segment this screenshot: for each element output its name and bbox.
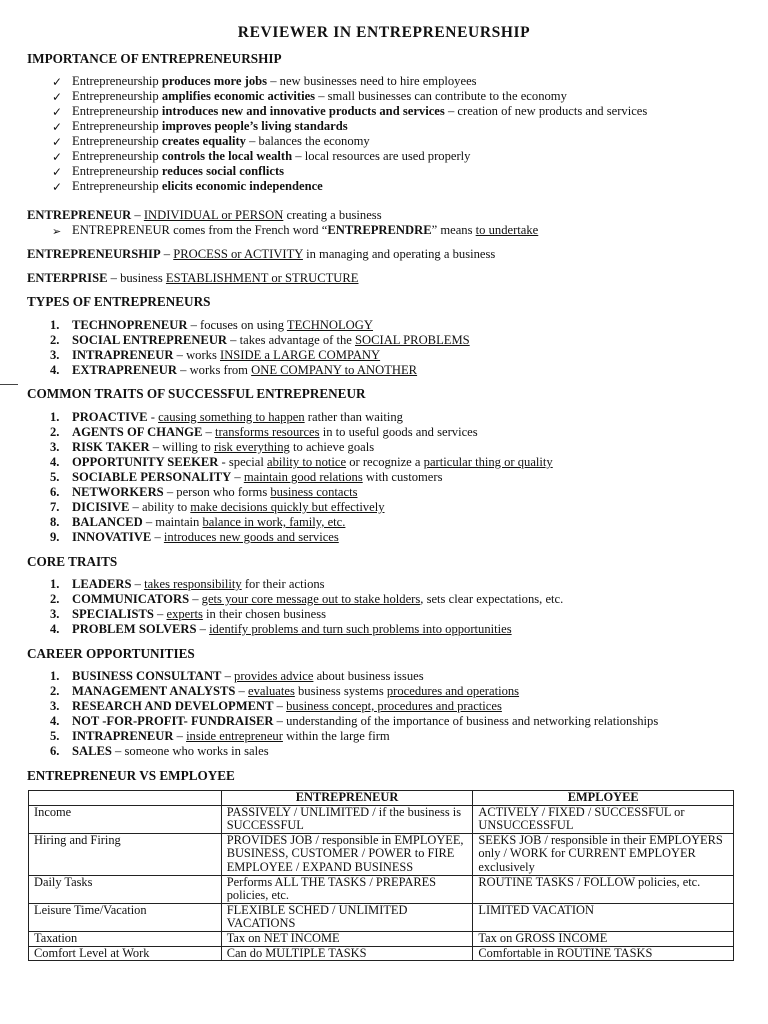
list-item: 1. BUSINESS CONSULTANT – provides advice about business issues — [50, 669, 424, 683]
table-cell: LIMITED VACATION — [473, 903, 734, 931]
list-item: 5. SOCIABLE PERSONALITY – maintain good relations with customers — [50, 470, 443, 484]
list-item: 9. INNOVATIVE – introduces new goods and services — [50, 530, 339, 544]
row-label-cell: Income — [29, 805, 222, 833]
list-item: 4. PROBLEM SOLVERS – identify problems and turn such problems into opportunities — [50, 622, 512, 636]
item-number: 9. — [50, 530, 60, 544]
document-title: REVIEWER IN ENTREPRENEURSHIP — [237, 24, 531, 41]
margin-rule — [0, 384, 18, 385]
checkmark-icon: ✓ — [52, 75, 63, 89]
item-term: OPPORTUNITY SEEKER — [72, 455, 219, 469]
table-header-cell: ENTREPRENEUR — [221, 791, 473, 806]
table-header-cell: EMPLOYEE — [473, 791, 734, 806]
item-term: MANAGEMENT ANALYSTS — [72, 684, 236, 698]
item-number: 8. — [50, 515, 60, 529]
checkmark-icon: ✓ — [52, 165, 63, 179]
item-term: PROBLEM SOLVERS — [72, 622, 197, 636]
item-term: SPECIALISTS — [72, 607, 154, 621]
list-item: 3. SPECIALISTS – experts in their chosen business — [50, 607, 326, 621]
item-term: BALANCED — [72, 515, 143, 529]
table-cell: PROVIDES JOB / responsible in EMPLOYEE, BUSINESS, CUSTOMER / POWER to FIRE EMPLOYEE / EXPAND BUSINESS — [221, 833, 473, 875]
table-row — [29, 931, 734, 946]
list-item: Entrepreneurship controls the local wealth – local resources are used properly — [72, 149, 471, 163]
table-row — [29, 903, 734, 931]
importance-heading: IMPORTANCE OF ENTREPRENEURSHIP — [27, 51, 282, 66]
item-number: 3. — [50, 699, 60, 713]
row-label-cell: Taxation — [29, 931, 222, 946]
item-term: LEADERS — [72, 577, 132, 591]
list-item: Entrepreneurship reduces social conflicts — [72, 164, 285, 178]
list-item: Entrepreneurship produces more jobs – new businesses need to hire employees — [72, 74, 477, 88]
checkmark-icon: ✓ — [52, 120, 63, 134]
item-number: 2. — [50, 684, 60, 698]
list-item: 4. EXTRAPRENEUR – works from ONE COMPANY to ANOTHER — [50, 363, 418, 377]
item-number: 1. — [50, 577, 60, 591]
item-number: 4. — [50, 714, 60, 728]
comparison-table — [28, 790, 734, 961]
row-label-cell: Daily Tasks — [29, 875, 222, 903]
item-term: NOT -FOR-PROFIT- FUNDRAISER — [72, 714, 274, 728]
item-term: AGENTS OF CHANGE — [72, 425, 203, 439]
item-number: 6. — [50, 744, 60, 758]
list-item: 1. PROACTIVE - causing something to happen rather than waiting — [50, 410, 403, 424]
item-number: 6. — [50, 485, 60, 499]
item-term: INNOVATIVE — [72, 530, 152, 544]
item-number: 2. — [50, 425, 60, 439]
table-row — [29, 805, 734, 833]
list-item: 6. SALES – someone who works in sales — [50, 744, 269, 758]
item-term: DICISIVE — [72, 500, 130, 514]
item-term: EXTRAPRENEUR — [72, 363, 177, 377]
list-item: 3. RISK TAKER – willing to risk everything to achieve goals — [50, 440, 375, 454]
list-item: Entrepreneurship amplifies economic activities – small businesses can contribute to the economy — [72, 89, 567, 103]
core-traits-heading: CORE TRAITS — [27, 554, 118, 569]
item-number: 4. — [50, 622, 60, 636]
item-number: 3. — [50, 348, 60, 362]
item-term: INTRAPRENEUR — [72, 348, 174, 362]
item-number: 5. — [50, 470, 60, 484]
entrepreneur-origin-note: ENTREPRENEUR comes from the French word “ENTREPRENDRE” means to undertake — [72, 223, 539, 237]
table-cell: ROUTINE TASKS / FOLLOW policies, etc. — [473, 875, 734, 903]
item-term: SOCIABLE PERSONALITY — [72, 470, 232, 484]
list-item: 4. NOT -FOR-PROFIT- FUNDRAISER – understanding of the importance of business and networking relationships — [50, 714, 659, 728]
checkmark-icon: ✓ — [52, 105, 63, 119]
checkmark-icon: ✓ — [52, 90, 63, 104]
table-cell: Tax on NET INCOME — [221, 931, 473, 946]
types-heading: TYPES OF ENTREPRENEURS — [27, 294, 211, 309]
table-cell: PASSIVELY / UNLIMITED / if the business is SUCCESSFUL — [221, 805, 473, 833]
table-cell: Performs ALL THE TASKS / PREPARES policies, etc. — [221, 875, 473, 903]
table-row — [29, 875, 734, 903]
list-item: 8. BALANCED – maintain balance in work, family, etc. — [50, 515, 346, 529]
item-term: RISK TAKER — [72, 440, 150, 454]
traits-heading: COMMON TRAITS OF SUCCESSFUL ENTREPRENEUR — [27, 386, 366, 401]
list-item: 7. DICISIVE – ability to make decisions quickly but effectively — [50, 500, 385, 514]
list-item: 2. MANAGEMENT ANALYSTS – evaluates business systems procedures and operations — [50, 684, 520, 698]
item-term: SOCIAL ENTREPRENEUR — [72, 333, 228, 347]
item-term: INTRAPRENEUR — [72, 729, 174, 743]
item-number: 2. — [50, 333, 60, 347]
list-item: 1. TECHNOPRENEUR – focuses on using TECHNOLOGY — [50, 318, 373, 332]
careers-heading: CAREER OPPORTUNITIES — [27, 646, 195, 661]
item-term: COMMUNICATORS — [72, 592, 190, 606]
list-item: Entrepreneurship improves people’s living standards — [72, 119, 348, 133]
row-label-cell: Leisure Time/Vacation — [29, 903, 222, 931]
list-item: Entrepreneurship introduces new and innovative products and services – creation of new products and services — [72, 104, 648, 118]
comparison-heading: ENTREPRENEUR VS EMPLOYEE — [27, 768, 235, 783]
table-header-cell — [29, 791, 222, 806]
table-cell: Can do MULTIPLE TASKS — [221, 946, 473, 961]
entrepreneur-definition: ENTREPRENEUR – INDIVIDUAL or PERSON creating a business — [27, 208, 382, 222]
item-number: 1. — [50, 318, 60, 332]
item-number: 4. — [50, 363, 60, 377]
enterprise-definition: ENTERPRISE – business ESTABLISHMENT or STRUCTURE — [27, 271, 359, 285]
item-number: 1. — [50, 669, 60, 683]
checkmark-icon: ✓ — [52, 150, 63, 164]
list-item: 4. OPPORTUNITY SEEKER - special ability to notice or recognize a particular thing or quality — [50, 455, 553, 469]
checkmark-icon: ✓ — [52, 135, 63, 149]
table-cell: FLEXIBLE SCHED / UNLIMITED VACATIONS — [221, 903, 473, 931]
item-number: 3. — [50, 607, 60, 621]
entrepreneurship-definition: ENTREPRENEURSHIP – PROCESS or ACTIVITY in managing and operating a business — [27, 247, 496, 261]
item-number: 3. — [50, 440, 60, 454]
row-label-cell: Hiring and Firing — [29, 833, 222, 875]
list-item: 3. RESEARCH AND DEVELOPMENT – business concept, procedures and practices — [50, 699, 502, 713]
list-item: 3. INTRAPRENEUR – works INSIDE a LARGE COMPANY — [50, 348, 381, 362]
item-term: TECHNOPRENEUR — [72, 318, 188, 332]
item-term: SALES — [72, 744, 112, 758]
arrow-bullet-icon: ➢ — [52, 226, 62, 238]
table-cell: ACTIVELY / FIXED / SUCCESSFUL or UNSUCCESSFUL — [473, 805, 734, 833]
item-term: RESEARCH AND DEVELOPMENT — [72, 699, 274, 713]
table-row — [29, 946, 734, 961]
table-cell: Comfortable in ROUTINE TASKS — [473, 946, 734, 961]
item-term: BUSINESS CONSULTANT — [72, 669, 222, 683]
list-item: 2. SOCIAL ENTREPRENEUR – takes advantage of the SOCIAL PROBLEMS — [50, 333, 470, 347]
table-header-row — [29, 791, 734, 806]
table-cell: SEEKS JOB / responsible in their EMPLOYERS only / WORK for CURRENT EMPLOYER exclusively — [473, 833, 734, 875]
table-row — [29, 833, 734, 875]
item-term: PROACTIVE — [72, 410, 148, 424]
item-term: NETWORKERS — [72, 485, 164, 499]
list-item: Entrepreneurship elicits economic independence — [72, 179, 323, 193]
list-item: 2. COMMUNICATORS – gets your core message out to stake holders, sets clear expectations, etc. — [50, 592, 564, 606]
list-item: 2. AGENTS OF CHANGE – transforms resources in to useful goods and services — [50, 425, 478, 439]
item-number: 4. — [50, 455, 60, 469]
row-label-cell: Comfort Level at Work — [29, 946, 222, 961]
list-item: 1. LEADERS – takes responsibility for their actions — [50, 577, 325, 591]
item-number: 1. — [50, 410, 60, 424]
item-number: 2. — [50, 592, 60, 606]
item-number: 7. — [50, 500, 60, 514]
list-item: Entrepreneurship creates equality – balances the economy — [72, 134, 370, 148]
list-item: 6. NETWORKERS – person who forms business contacts — [50, 485, 358, 499]
list-item: 5. INTRAPRENEUR – inside entrepreneur within the large firm — [50, 729, 390, 743]
table-cell: Tax on GROSS INCOME — [473, 931, 734, 946]
checkmark-icon: ✓ — [52, 180, 63, 194]
item-number: 5. — [50, 729, 60, 743]
